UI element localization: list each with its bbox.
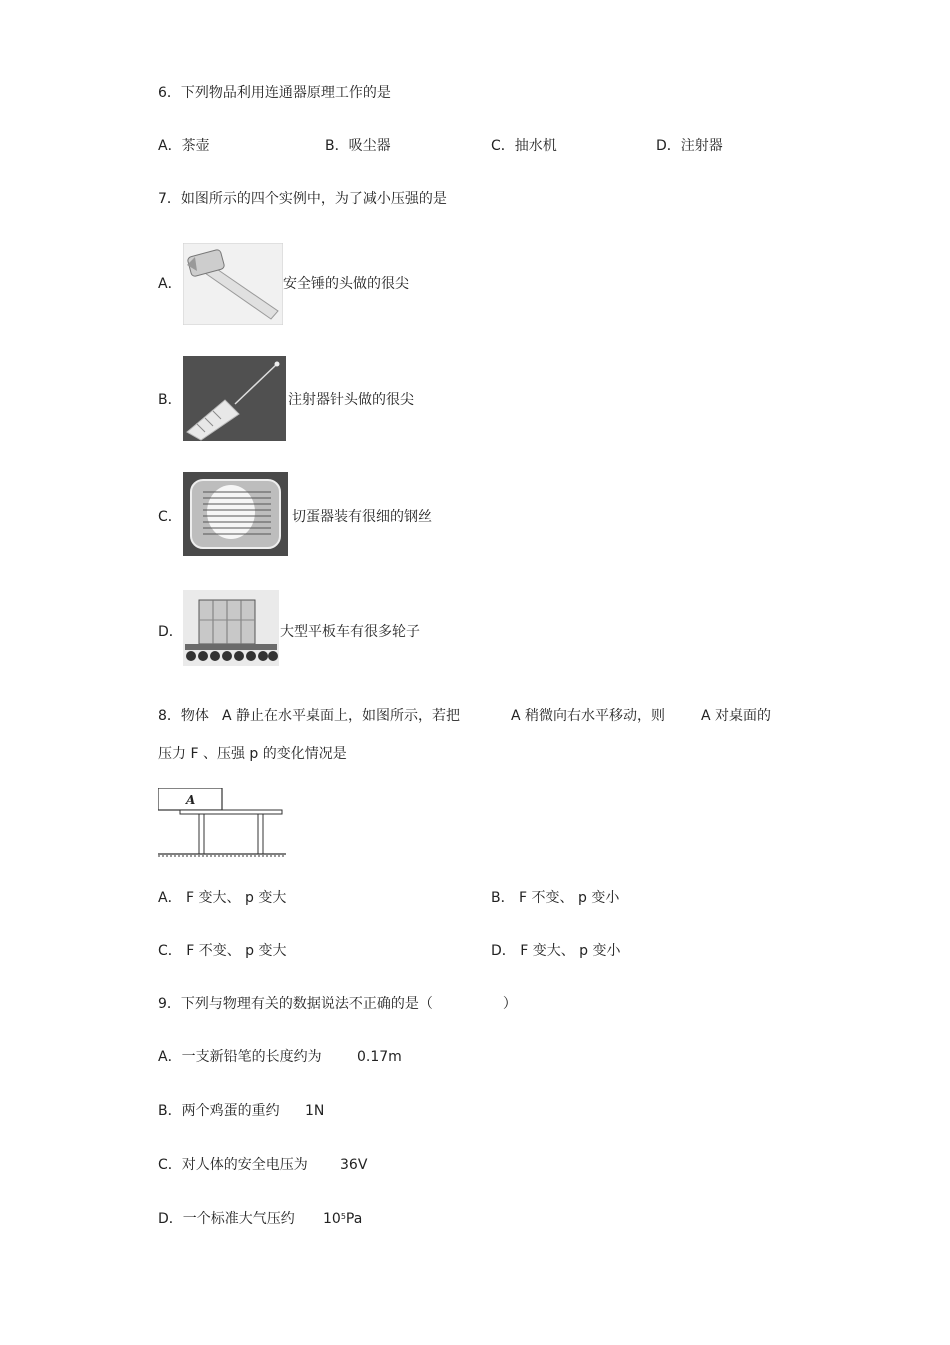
q7-option-b-text: 注射器针头做的很尖 xyxy=(288,392,414,408)
q9-option-a-value: 0.17m xyxy=(357,1049,402,1065)
q6-option-b: B．吸尘器 xyxy=(325,138,391,154)
q6-option-a: A．茶壶 xyxy=(158,138,210,154)
q6-option-d: D．注射器 xyxy=(656,138,723,154)
q7-option-c-text: 切蛋器装有很细的钢丝 xyxy=(292,509,432,525)
q8-option-d: D． F 变大、 p 变小 xyxy=(491,943,621,959)
q9-option-b-value: 1N xyxy=(305,1103,325,1119)
safety-hammer-image xyxy=(183,243,283,325)
q7-option-b-letter: B． xyxy=(158,392,182,408)
q9-option-c-text: C．对人体的安全电压为 xyxy=(158,1157,308,1173)
q8-option-c: C． F 不变、 p 变大 xyxy=(158,943,287,959)
egg-slicer-image xyxy=(183,472,288,556)
q9-option-d-text: D．一个标准大气压约 xyxy=(158,1211,295,1227)
q8-line1-part2: A 静止在水平桌面上，如图所示，若把 xyxy=(222,708,461,724)
q7-stem: 7．如图所示的四个实例中，为了减小压强的是 xyxy=(158,191,447,207)
q7-option-d-letter: D． xyxy=(158,624,183,640)
q6-stem: 6．下列物品利用连通器原理工作的是 xyxy=(158,85,391,101)
q9-stem: 9．下列与物理有关的数据说法不正确的是（ ） xyxy=(158,996,517,1012)
q8-line1-part1: 8．物体 xyxy=(158,708,209,724)
q7-option-c-letter: C． xyxy=(158,509,182,525)
block-a-label: A xyxy=(186,793,196,807)
q7-option-a-letter: A． xyxy=(158,276,182,292)
flatbed-truck-image xyxy=(183,590,279,666)
block-on-table-figure xyxy=(158,788,286,860)
q7-option-d-text: 大型平板车有很多轮子 xyxy=(280,624,420,640)
syringe-image xyxy=(183,356,286,441)
q9-option-c-value: 36V xyxy=(340,1157,368,1173)
q8-line1-part4: A 对桌面的 xyxy=(701,708,772,724)
q8-option-a: A． F 变大、 p 变大 xyxy=(158,890,287,906)
q8-line1-part3: A 稍微向右水平移动，则 xyxy=(511,708,666,724)
q6-option-c: C．抽水机 xyxy=(491,138,557,154)
q8-line2: 压力 F 、压强 p 的变化情况是 xyxy=(158,746,347,762)
q9-option-d-exponent: 5 xyxy=(340,1212,346,1221)
q9-option-d-unit: Pa xyxy=(345,1211,363,1227)
q9-option-d-base: 10 xyxy=(323,1211,341,1227)
q9-option-a-text: A．一支新铅笔的长度约为 xyxy=(158,1049,322,1065)
q8-option-b: B． F 不变、 p 变小 xyxy=(491,890,620,906)
q7-option-a-text: 安全锤的头做的很尖 xyxy=(283,276,409,292)
q9-option-b-text: B．两个鸡蛋的重约 xyxy=(158,1103,280,1119)
q9-option-d-value xyxy=(323,1210,362,1228)
